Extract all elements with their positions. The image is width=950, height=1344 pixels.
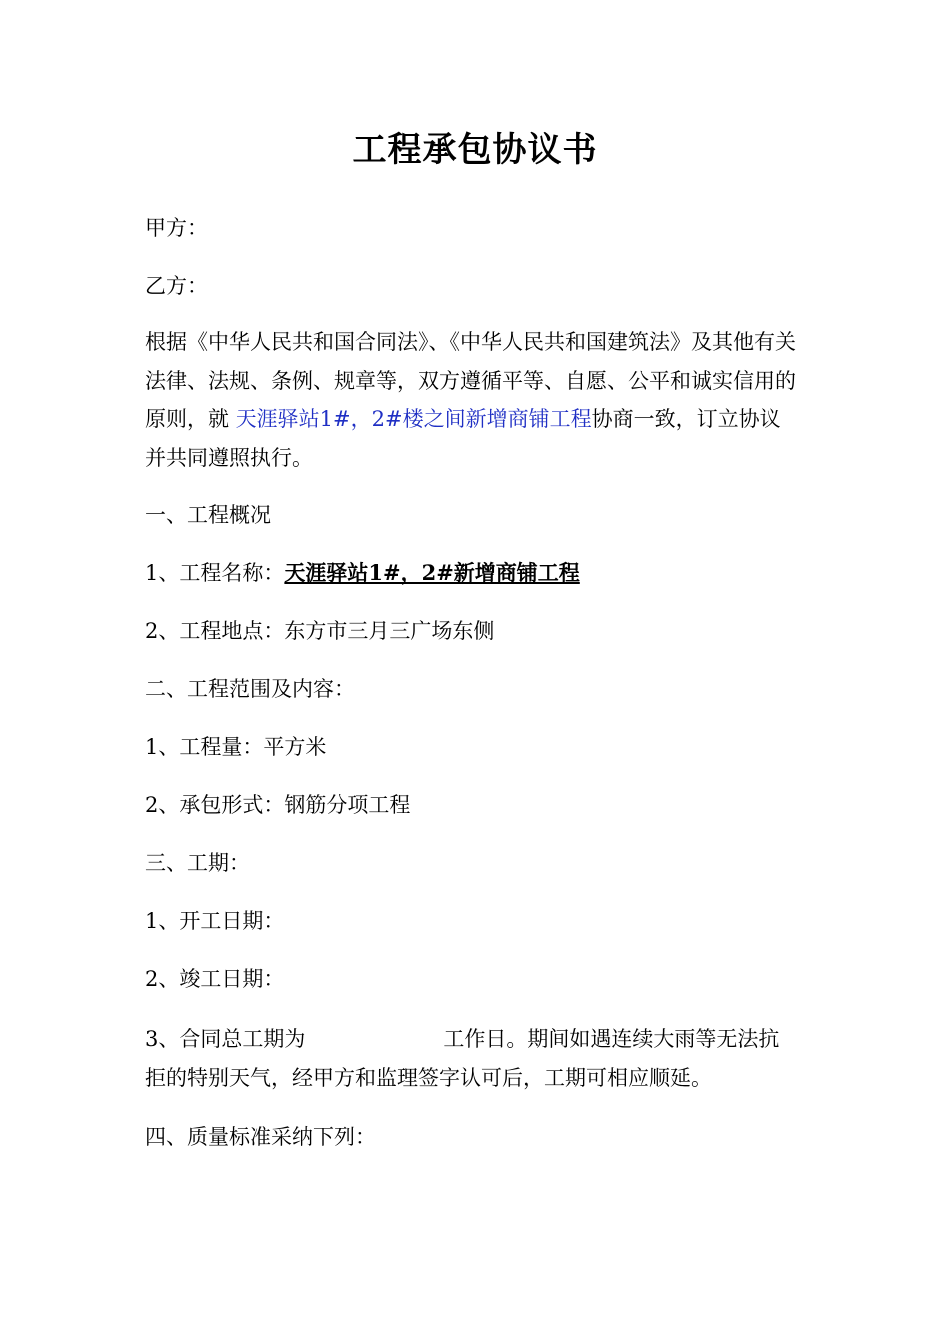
section-2-heading: 二、工程范围及内容： bbox=[145, 677, 355, 701]
completion-date-line: 2、竣工日期： bbox=[145, 967, 285, 991]
party-a-label: 甲方： bbox=[145, 216, 208, 240]
intro-text-after: 协商一致，订立协议并共同遵照执行。 bbox=[145, 407, 781, 471]
total-duration-paragraph bbox=[145, 1020, 800, 1097]
intro-text-before: 根据《中华人民共和国合同法》、《中华人民共和国建筑法》及其他有关法律、法规、条例、规章等，双方遵循平等、自愿、公平和诚实信用的原则，就 bbox=[145, 330, 796, 432]
section-4-heading: 四、质量标准采纳下列： bbox=[145, 1125, 376, 1149]
project-location-line: 2、工程地点：东方市三月三广场东侧 bbox=[145, 619, 495, 643]
section-3-heading: 三、工期： bbox=[145, 851, 250, 875]
project-name-value: 天涯驿站1#，2#新增商铺工程 bbox=[284, 560, 580, 585]
intro-project-name: 天涯驿站1#，2#楼之间新增商铺工程 bbox=[229, 407, 592, 432]
party-b-label: 乙方： bbox=[145, 274, 208, 298]
project-name-line bbox=[145, 558, 805, 588]
total-duration-after: 工作日。期间如遇连续大雨等无法抗拒的特别天气，经甲方和监理签字认可后，工期可相应顺延。 bbox=[145, 1027, 780, 1090]
total-duration-before: 3、合同总工期为 bbox=[145, 1027, 306, 1051]
project-name-label: 1、工程名称： bbox=[145, 561, 285, 585]
intro-paragraph bbox=[145, 323, 800, 478]
document-title: 工程承包协议书 bbox=[352, 130, 598, 170]
start-date-line: 1、开工日期： bbox=[145, 909, 285, 933]
quantity-line: 1、工程量：平方米 bbox=[145, 735, 327, 759]
contract-form-line: 2、承包形式：钢筋分项工程 bbox=[145, 793, 411, 817]
section-1-heading: 一、工程概况 bbox=[145, 503, 271, 527]
